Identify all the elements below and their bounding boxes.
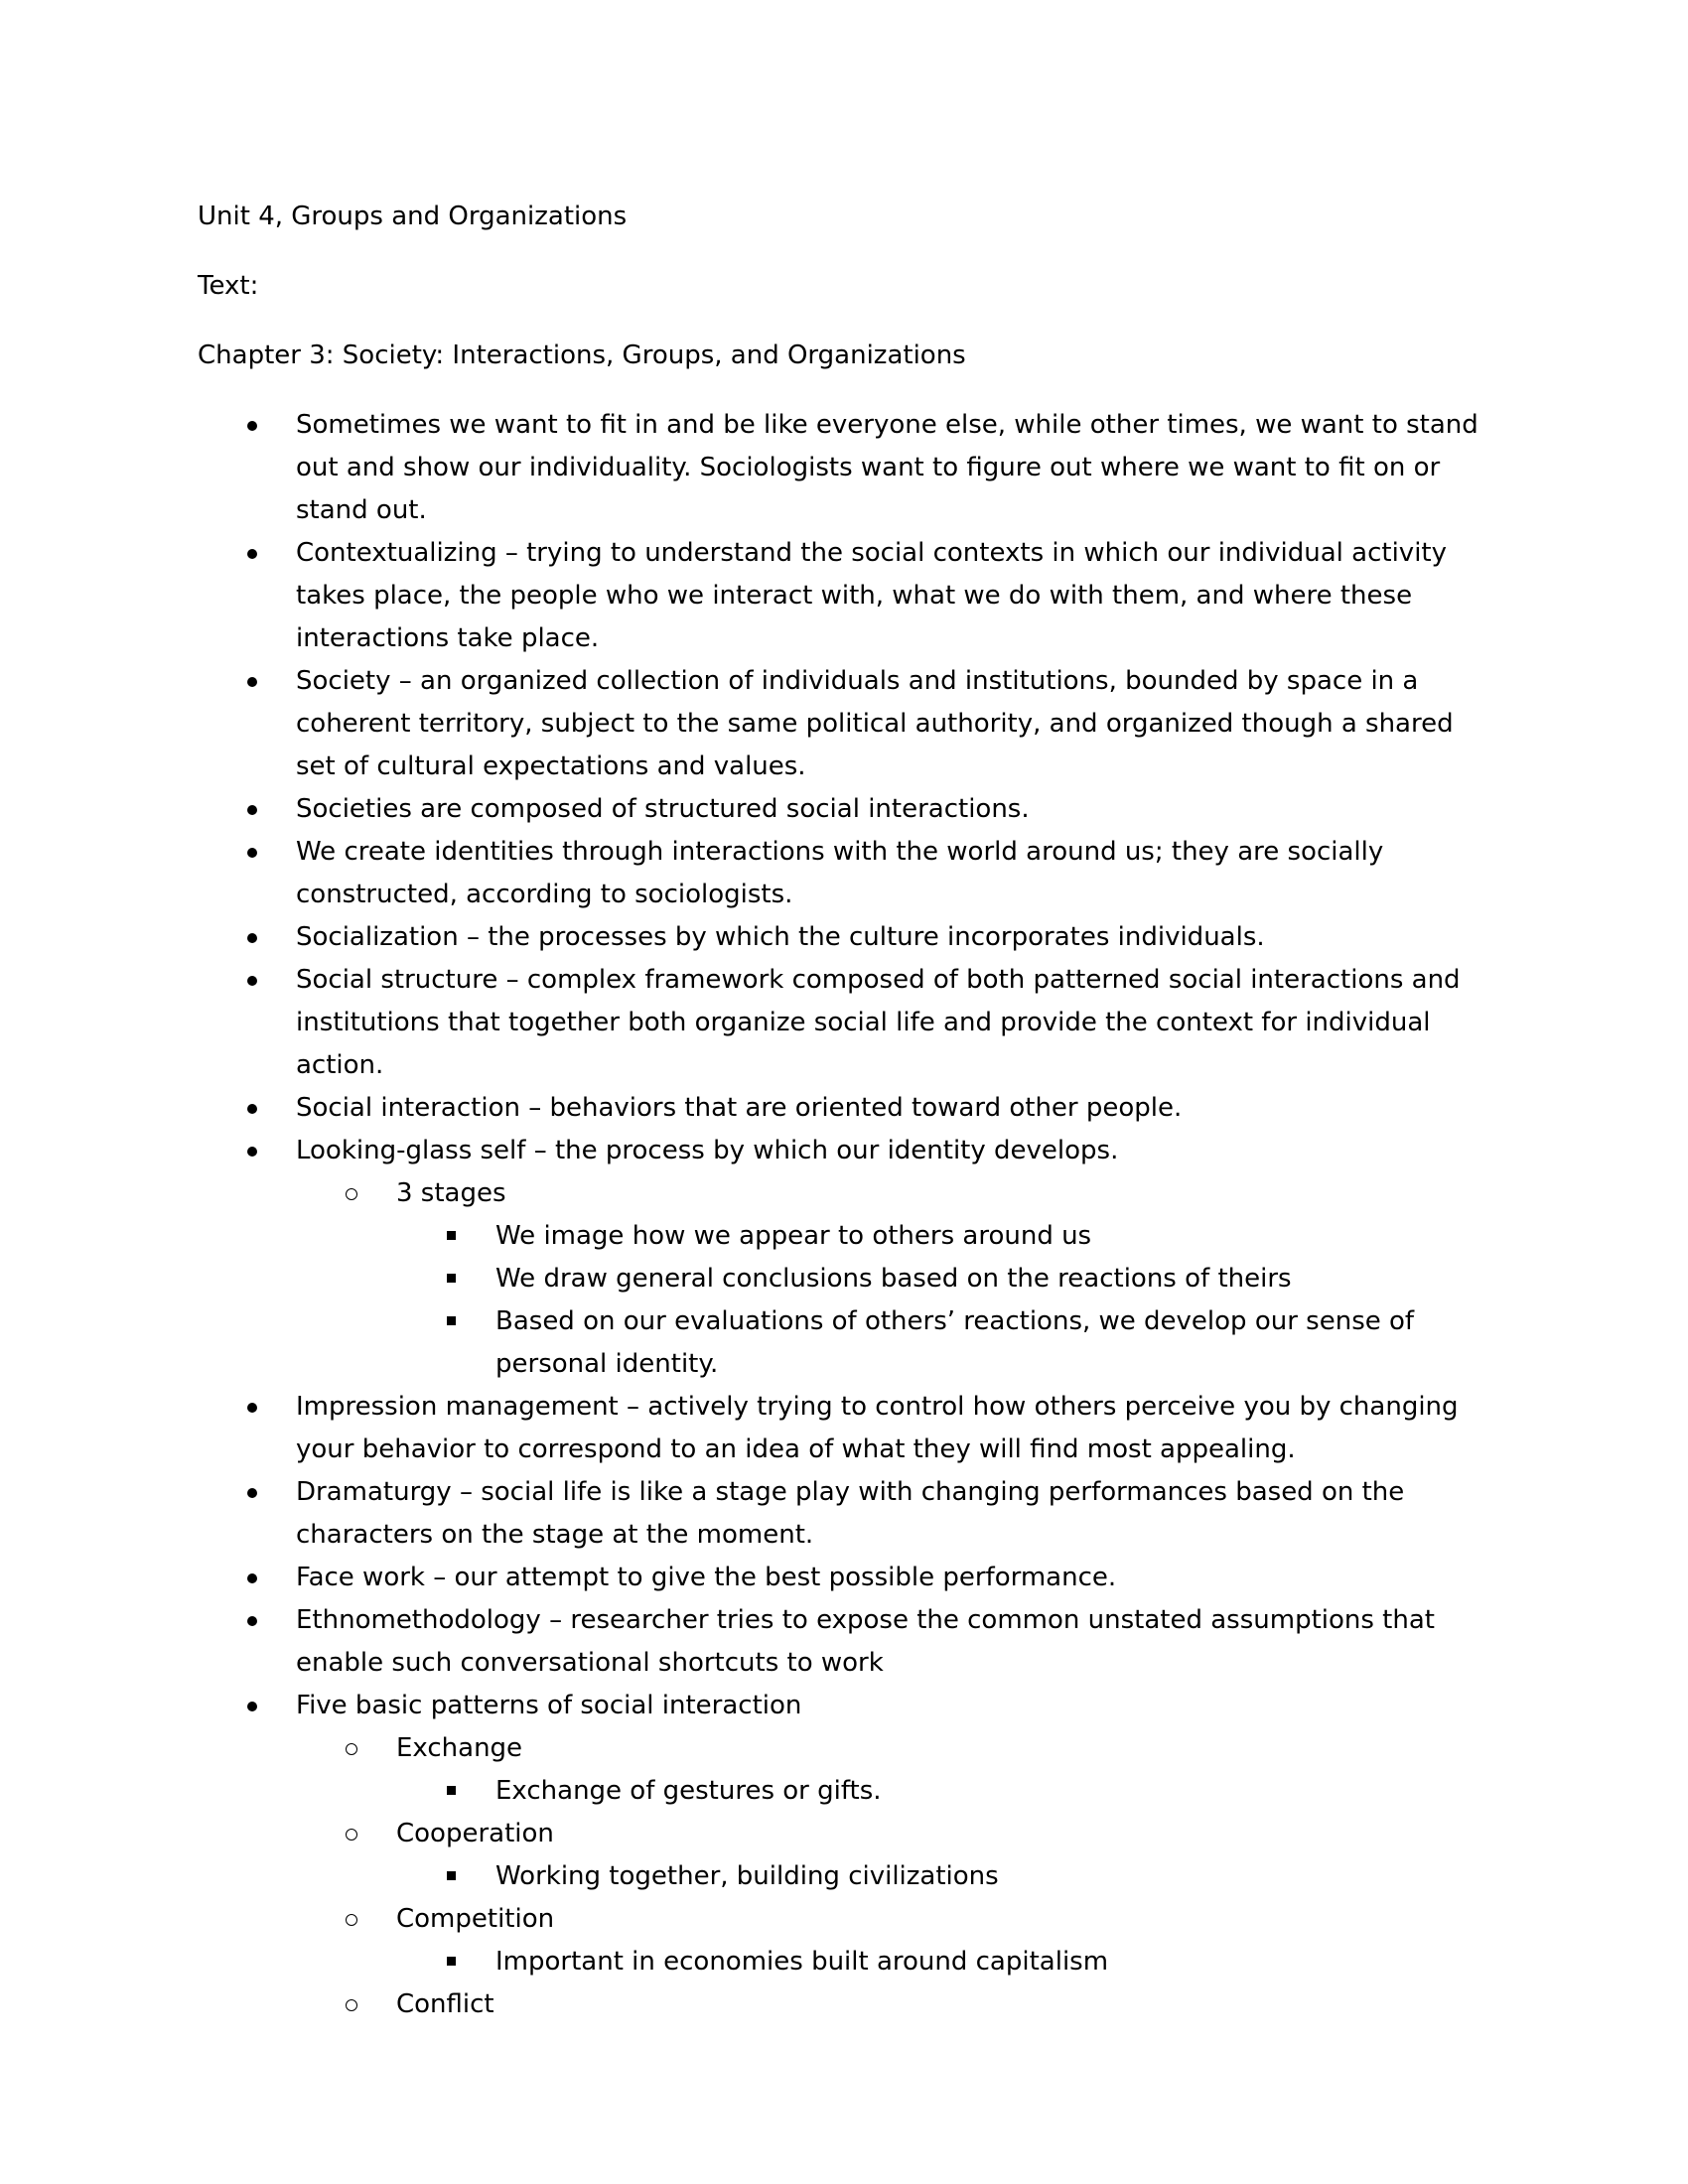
outline-item-text: Looking-glass self – the process by which our identity develops. (296, 1136, 1119, 1165)
outline-item (296, 916, 1487, 959)
outline-item (296, 1087, 1487, 1130)
circle-bullet-icon (346, 1999, 357, 2011)
disc-bullet-icon (247, 677, 257, 687)
outline-item (296, 1557, 1487, 1599)
notes-outline (0, 404, 1688, 2026)
disc-bullet-icon (247, 933, 257, 943)
square-bullet-icon (447, 1871, 456, 1880)
outline-subsubitem-text: Important in economies built around capitalism (495, 1947, 1109, 1977)
nested-list (396, 1855, 1488, 1898)
outline-subsubitem (495, 1215, 1488, 1258)
outline-item-text: Society – an organized collection of individuals and institutions, bounded by space in a coherent territory, subject to the same political authority, and organized though a shared set of cultural expectations and values. (296, 666, 1454, 781)
outline-item (296, 831, 1487, 916)
outline-subsubitem-text: Working together, building civilizations (495, 1861, 999, 1891)
outline-subitem-text: Cooperation (396, 1819, 554, 1848)
outline-item (296, 404, 1487, 532)
square-bullet-icon (447, 1786, 456, 1795)
outline-subsubitem-text: We image how we appear to others around us (495, 1221, 1092, 1251)
square-bullet-icon (447, 1316, 456, 1325)
outline-item (296, 1599, 1487, 1685)
outline-item-text: Societies are composed of structured social interactions. (296, 794, 1030, 824)
outline-subsubitem (495, 1855, 1488, 1898)
outline-item (296, 788, 1487, 831)
outline-item-text: We create identities through interactions with the world around us; they are socially constructed, according to sociologists. (296, 837, 1384, 909)
outline-subitem (396, 1813, 1488, 1898)
outline-item-text: Social structure – complex framework composed of both patterned social interactions and institutions that together both organize social life and provide the context for individual action. (296, 965, 1461, 1080)
nested-list (296, 1727, 1487, 2026)
disc-bullet-icon (247, 1616, 257, 1626)
disc-bullet-icon (247, 421, 257, 431)
outline-item-text: Sometimes we want to fit in and be like everyone else, while other times, we want to stand out and show our individuality. Sociologists want to figure out where we want to fit on or stand out. (296, 410, 1478, 525)
disc-bullet-icon (247, 805, 257, 815)
disc-bullet-icon (247, 1147, 257, 1157)
outline-item-text: Contextualizing – trying to understand the social contexts in which our individual activity takes place, the people who we interact with, what we do with them, and where these interactions take place. (296, 538, 1447, 653)
square-bullet-icon (447, 1957, 456, 1966)
outline-subsubitem-text: We draw general conclusions based on the reactions of theirs (495, 1264, 1292, 1294)
disc-bullet-icon (247, 1403, 257, 1413)
disc-bullet-icon (247, 1702, 257, 1711)
disc-bullet-icon (247, 1104, 257, 1114)
disc-bullet-icon (247, 1573, 257, 1583)
outline-subsubitem (495, 1941, 1488, 1983)
outline-subitem-text: 3 stages (396, 1178, 506, 1208)
outline-subsubitem (495, 1258, 1488, 1300)
outline-item (296, 1386, 1487, 1471)
outline-subitem (396, 1898, 1488, 1983)
circle-bullet-icon (346, 1743, 357, 1755)
outline-item-text: Five basic patterns of social interaction (296, 1691, 802, 1720)
disc-bullet-icon (247, 549, 257, 559)
outline-subsubitem (495, 1300, 1488, 1386)
outline-item (296, 1130, 1487, 1386)
outline-item-text: Impression management – actively trying to control how others perceive you by changing your behavior to correspond to an idea of what they will find most appealing. (296, 1392, 1459, 1464)
outline-subsubitem-text: Based on our evaluations of others’ reactions, we develop our sense of personal identity. (495, 1306, 1415, 1379)
nested-list (296, 1172, 1487, 1386)
outline-subitem (396, 1727, 1488, 1813)
circle-bullet-icon (346, 1188, 357, 1200)
outline-item-text: Social interaction – behaviors that are oriented toward other people. (296, 1093, 1183, 1123)
disc-bullet-icon (247, 848, 257, 858)
outline-subitem (396, 1172, 1488, 1386)
outline-subitem-text: Conflict (396, 1989, 494, 2019)
outline-item-text: Face work – our attempt to give the best possible performance. (296, 1563, 1117, 1592)
outline-item (296, 959, 1487, 1087)
chapter-heading: Chapter 3: Society: Interactions, Groups, and Organizations (198, 341, 966, 370)
document-title: Unit 4, Groups and Organizations (198, 202, 628, 231)
outline-item-text: Dramaturgy – social life is like a stage play with changing performances based on the characters on the stage at the moment. (296, 1477, 1405, 1550)
outline-subitem-text: Competition (396, 1904, 555, 1934)
outline-item (296, 532, 1487, 660)
outline-item-text: Ethnomethodology – researcher tries to expose the common unstated assumptions that enable such conversational shortcuts to work (296, 1605, 1435, 1678)
square-bullet-icon (447, 1274, 456, 1283)
outline-subsubitem-text: Exchange of gestures or gifts. (495, 1776, 882, 1806)
outline-subitem-text: Exchange (396, 1733, 523, 1763)
nested-list (396, 1941, 1488, 1983)
outline-item (296, 1471, 1487, 1557)
outline-subsubitem (495, 1770, 1488, 1813)
circle-bullet-icon (346, 1829, 357, 1841)
outline-item-text: Socialization – the processes by which the culture incorporates individuals. (296, 922, 1265, 952)
circle-bullet-icon (346, 1914, 357, 1926)
outline-subitem (396, 1983, 1488, 2026)
nested-list (396, 1215, 1488, 1386)
disc-bullet-icon (247, 976, 257, 986)
nested-list (396, 1770, 1488, 1813)
outline-item (296, 1685, 1487, 2026)
text-label: Text: (198, 271, 259, 301)
square-bullet-icon (447, 1231, 456, 1240)
outline-item (296, 660, 1487, 788)
disc-bullet-icon (247, 1488, 257, 1498)
